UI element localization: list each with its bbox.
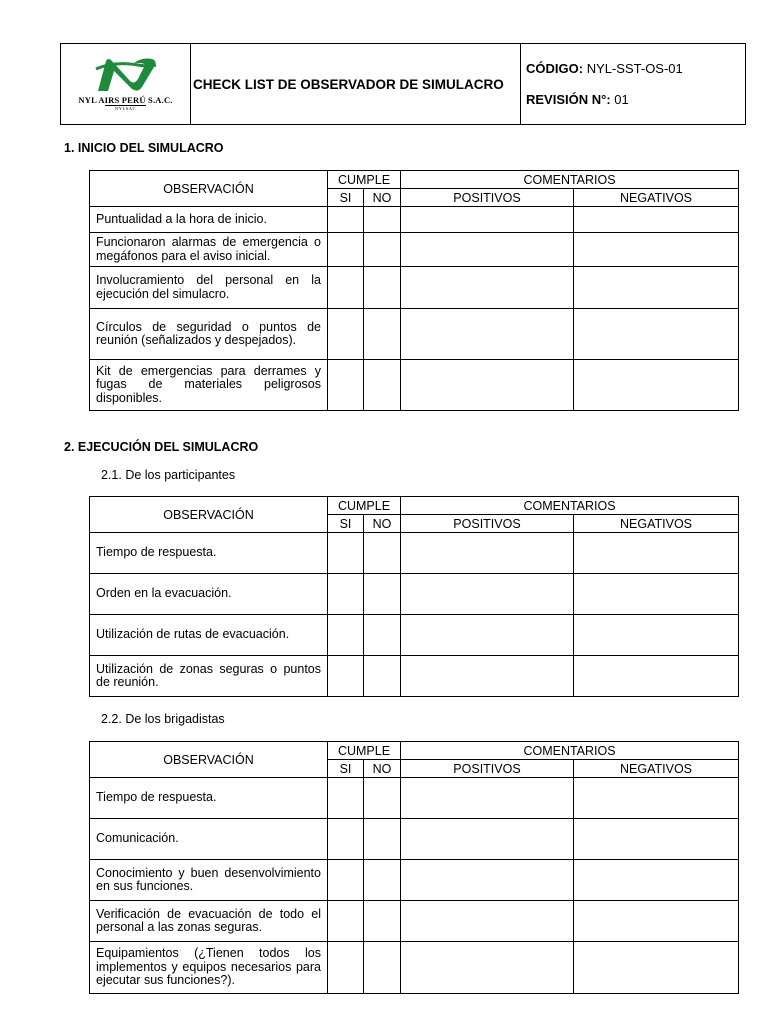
cell-positivos[interactable]: [401, 615, 574, 656]
observation-text: Equipamientos (¿Tienen todos los implementos y equipos necesarios para ejecutar sus funciones?).: [90, 942, 328, 994]
observation-text: Utilización de zonas seguras o puntos de reunión.: [90, 656, 328, 697]
cell-negativos[interactable]: [574, 942, 739, 994]
cell-positivos[interactable]: [401, 360, 574, 411]
header-negativos: NEGATIVOS: [574, 515, 739, 533]
table-row: [90, 615, 739, 656]
header-no: NO: [364, 515, 401, 533]
table-row: [90, 233, 739, 267]
cell-no[interactable]: [364, 267, 401, 309]
header-cumple: CUMPLE: [328, 742, 401, 760]
code-line: CÓDIGO: NYL-SST-OS-01: [526, 61, 683, 76]
cell-negativos[interactable]: [574, 901, 739, 942]
cell-positivos[interactable]: [401, 207, 574, 233]
table-row: [90, 778, 739, 819]
revision-line: REVISIÓN N°: 01: [526, 92, 629, 107]
header-observacion: OBSERVACIÓN: [90, 742, 328, 778]
cell-positivos[interactable]: [401, 901, 574, 942]
observation-text: Utilización de rutas de evacuación.: [90, 615, 328, 656]
checklist-table-brigadistas: [89, 741, 739, 994]
cell-negativos[interactable]: [574, 574, 739, 615]
checklist-table-participantes: [89, 496, 739, 697]
observation-text: Tiempo de respuesta.: [90, 533, 328, 574]
table-row: [90, 574, 739, 615]
table-row: [90, 360, 739, 411]
cell-si[interactable]: [328, 267, 364, 309]
table-row: [90, 942, 739, 994]
subsection-2-2-title: 2.2. De los brigadistas: [101, 712, 225, 726]
header-cumple: CUMPLE: [328, 497, 401, 515]
cell-si[interactable]: [328, 942, 364, 994]
table-row: [90, 901, 739, 942]
cell-no[interactable]: [364, 533, 401, 574]
cell-negativos[interactable]: [574, 778, 739, 819]
cell-negativos[interactable]: [574, 309, 739, 360]
checklist-table-inicio: [89, 170, 739, 411]
observation-text: Tiempo de respuesta.: [90, 778, 328, 819]
revision-value: 01: [614, 92, 629, 107]
cell-no[interactable]: [364, 656, 401, 697]
table-row: [90, 860, 739, 901]
section-1-title: 1. INICIO DEL SIMULACRO: [64, 141, 224, 155]
cell-no[interactable]: [364, 207, 401, 233]
cell-positivos[interactable]: [401, 309, 574, 360]
observation-text: Conocimiento y buen desenvolvimiento en sus funciones.: [90, 860, 328, 901]
observation-text: Comunicación.: [90, 819, 328, 860]
header-observacion: OBSERVACIÓN: [90, 171, 328, 207]
cell-si[interactable]: [328, 778, 364, 819]
observation-text: Kit de emergencias para derrames y fugas de materiales peligrosos disponibles.: [90, 360, 328, 411]
header-no: NO: [364, 189, 401, 207]
cell-no[interactable]: [364, 360, 401, 411]
cell-negativos[interactable]: [574, 819, 739, 860]
table-row: [90, 309, 739, 360]
cell-negativos[interactable]: [574, 207, 739, 233]
header-positivos: POSITIVOS: [401, 515, 574, 533]
header-no: NO: [364, 760, 401, 778]
cell-positivos[interactable]: [401, 942, 574, 994]
cell-negativos[interactable]: [574, 233, 739, 267]
cell-positivos[interactable]: [401, 778, 574, 819]
table-row: [90, 533, 739, 574]
header-negativos: NEGATIVOS: [574, 760, 739, 778]
table-row: [90, 207, 739, 233]
cell-no[interactable]: [364, 233, 401, 267]
cell-positivos[interactable]: [401, 267, 574, 309]
cell-si[interactable]: [328, 860, 364, 901]
code-value: NYL-SST-OS-01: [586, 61, 683, 76]
observation-text: Involucramiento del personal en la ejecución del simulacro.: [90, 267, 328, 309]
header-si: SI: [328, 189, 364, 207]
cell-si[interactable]: [328, 233, 364, 267]
cell-si[interactable]: [328, 360, 364, 411]
cell-si[interactable]: [328, 819, 364, 860]
cell-no[interactable]: [364, 309, 401, 360]
cell-si[interactable]: [328, 615, 364, 656]
cell-no[interactable]: [364, 574, 401, 615]
observation-text: Funcionaron alarmas de emergencia o megáfonos para el aviso inicial.: [90, 233, 328, 267]
cell-si[interactable]: [328, 207, 364, 233]
nyl-logo-icon: [94, 57, 158, 93]
header-comentarios: COMENTARIOS: [401, 497, 739, 515]
company-logo: [61, 44, 191, 124]
document-title: CHECK LIST DE OBSERVADOR DE SIMULACRO: [191, 44, 521, 124]
cell-negativos[interactable]: [574, 656, 739, 697]
cell-no[interactable]: [364, 615, 401, 656]
cell-negativos[interactable]: [574, 860, 739, 901]
observation-text: Círculos de seguridad o puntos de reunión (señalizados y despejados).: [90, 309, 328, 360]
cell-negativos[interactable]: [574, 533, 739, 574]
cell-positivos[interactable]: [401, 533, 574, 574]
cell-si[interactable]: [328, 533, 364, 574]
cell-no[interactable]: [364, 901, 401, 942]
cell-positivos[interactable]: [401, 860, 574, 901]
table-row: [90, 267, 739, 309]
header-si: SI: [328, 515, 364, 533]
header-si: SI: [328, 760, 364, 778]
cell-positivos[interactable]: [401, 233, 574, 267]
section-2-title: 2. EJECUCIÓN DEL SIMULACRO: [64, 440, 259, 454]
cell-positivos[interactable]: [401, 819, 574, 860]
document-code-block: [521, 44, 745, 124]
cell-positivos[interactable]: [401, 574, 574, 615]
cell-no[interactable]: [364, 860, 401, 901]
cell-positivos[interactable]: [401, 656, 574, 697]
cell-si[interactable]: [328, 901, 364, 942]
cell-no[interactable]: [364, 778, 401, 819]
header-cumple: CUMPLE: [328, 171, 401, 189]
cell-no[interactable]: [364, 942, 401, 994]
observation-text: Verificación de evacuación de todo el personal a las zonas seguras.: [90, 901, 328, 942]
header-comentarios: COMENTARIOS: [401, 171, 739, 189]
logo-subtext: NYLSAC: [105, 105, 146, 111]
document-header: [60, 43, 746, 125]
header-observacion: OBSERVACIÓN: [90, 497, 328, 533]
table-row: [90, 656, 739, 697]
cell-si[interactable]: [328, 656, 364, 697]
cell-negativos[interactable]: [574, 267, 739, 309]
cell-no[interactable]: [364, 819, 401, 860]
cell-negativos[interactable]: [574, 615, 739, 656]
header-positivos: POSITIVOS: [401, 189, 574, 207]
observation-text: Orden en la evacuación.: [90, 574, 328, 615]
header-positivos: POSITIVOS: [401, 760, 574, 778]
observation-text: Puntualidad a la hora de inicio.: [90, 207, 328, 233]
cell-si[interactable]: [328, 309, 364, 360]
cell-negativos[interactable]: [574, 360, 739, 411]
logo-company-name: NYL AIRS PERÚ S.A.C.: [78, 95, 173, 105]
header-negativos: NEGATIVOS: [574, 189, 739, 207]
header-comentarios: COMENTARIOS: [401, 742, 739, 760]
subsection-2-1-title: 2.1. De los participantes: [101, 468, 236, 482]
cell-si[interactable]: [328, 574, 364, 615]
table-row: [90, 819, 739, 860]
